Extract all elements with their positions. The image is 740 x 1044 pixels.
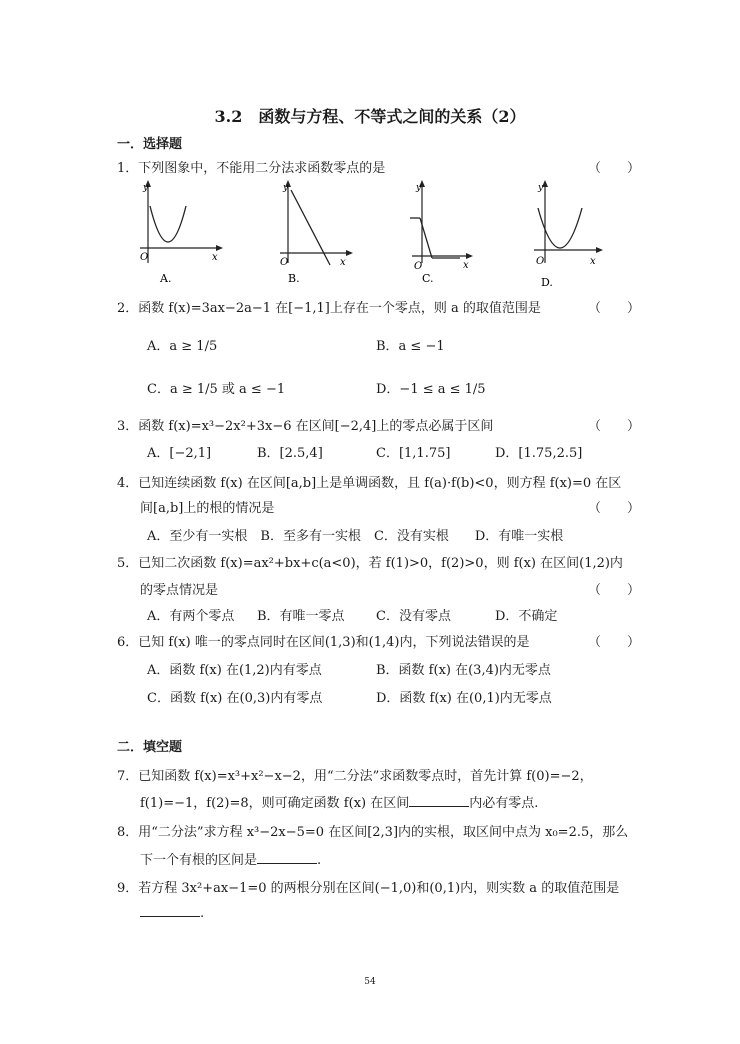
question-7-line-2-start: f(1)=−1，f(2)=8，则可确定函数 f(x) 在区间 bbox=[140, 796, 410, 811]
graph-d bbox=[534, 180, 603, 289]
question-1-text: 1．下列图象中，不能用二分法求函数零点的是 bbox=[117, 161, 386, 176]
question-6-option-d: D．函数 f(x) 在(0,1)内无零点 bbox=[376, 691, 552, 706]
question-8-line-1: 8．用“二分法”求方程 x³−2x−5=0 在区间[2,3]内的实根，取区间中点为 x₀=2.5，那么 bbox=[117, 825, 629, 840]
svg-text:x: x bbox=[212, 252, 218, 263]
section-choice-heading: 一．选择题 bbox=[117, 137, 183, 152]
question-6-text: 6．已知 f(x) 唯一的零点同时在区间(1,3)和(1,4)内，下列说法错误的是 bbox=[117, 635, 530, 650]
question-8-answer-blank[interactable] bbox=[257, 851, 317, 864]
question-8-line-2-end: . bbox=[317, 853, 322, 868]
question-6-answer-paren: （ ） bbox=[588, 635, 641, 650]
question-7-line-2-end: 内必有零点. bbox=[469, 796, 539, 811]
question-6-option-a: A．函数 f(x) 在(1,2)内有零点 bbox=[147, 663, 322, 678]
question-4-line-2: 间[a,b]上的根的情况是 bbox=[140, 501, 275, 516]
question-5-line-1: 5．已知二次函数 f(x)=ax²+bx+c(a<0)，若 f(1)>0，f(2)>0，则 f(x) 在区间(1,2)内 bbox=[117, 556, 623, 571]
svg-text:O: O bbox=[414, 261, 423, 272]
svg-text:y: y bbox=[416, 183, 422, 193]
svg-text:O: O bbox=[280, 257, 289, 268]
graph-d-label: D. bbox=[541, 276, 553, 289]
question-9-line-2 bbox=[140, 904, 204, 921]
question-9-line-2-end: . bbox=[200, 906, 205, 921]
question-5-option-b: B．有唯一零点 bbox=[257, 609, 345, 624]
question-3-answer-paren: （ ） bbox=[588, 419, 641, 434]
question-4-line-1: 4．已知连续函数 f(x) 在区间[a,b]上是单调函数，且 f(a)·f(b)<0，则方程 f(x)=0 在区 bbox=[117, 476, 622, 491]
question-1-graphs bbox=[140, 178, 620, 290]
question-9-answer-blank[interactable] bbox=[140, 904, 200, 917]
graph-b bbox=[280, 180, 353, 285]
question-3-text: 3．函数 f(x)=x³−2x²+3x−6 在区间[−2,4]上的零点必属于区间 bbox=[117, 419, 494, 434]
question-5-option-c: C．没有零点 bbox=[376, 609, 451, 624]
question-5-answer-paren: （ ） bbox=[588, 583, 641, 598]
question-9-line-1: 9．若方程 3x²+ax−1=0 的两根分别在区间(−1,0)和(0,1)内，则实数 a 的取值范围是 bbox=[117, 881, 620, 896]
question-7-line-1: 7．已知函数 f(x)=x³+x²−x−2，用“二分法”求函数零点时，首先计算 f(0)=−2， bbox=[117, 769, 593, 784]
question-1-answer-paren: （ ） bbox=[588, 161, 641, 176]
question-3-option-a: A．[−2,1] bbox=[147, 446, 212, 461]
question-6-option-b: B．函数 f(x) 在(3,4)内无零点 bbox=[376, 663, 551, 678]
question-8-line-2-start: 下一个有根的区间是 bbox=[140, 853, 258, 868]
question-6-option-c: C．函数 f(x) 在(0,3)内有零点 bbox=[147, 691, 323, 706]
svg-text:y: y bbox=[538, 183, 544, 193]
question-7-answer-blank[interactable] bbox=[409, 794, 469, 807]
question-2-option-c: C．a ≥ 1/5 或 a ≤ −1 bbox=[147, 382, 286, 397]
graph-b-label: B. bbox=[288, 272, 300, 285]
question-3-option-d: D．[1.75,2.5] bbox=[495, 446, 583, 461]
graph-c-label: C. bbox=[422, 272, 434, 285]
svg-text:x: x bbox=[590, 256, 596, 267]
question-5-line-2: 的零点情况是 bbox=[140, 583, 219, 598]
graph-a bbox=[140, 180, 223, 285]
question-2-answer-paren: （ ） bbox=[588, 301, 641, 316]
graph-c bbox=[410, 180, 473, 285]
question-2-option-a: A．a ≥ 1/5 bbox=[147, 339, 218, 354]
question-4-answer-paren: （ ） bbox=[588, 501, 641, 516]
section-fill-heading: 二．填空题 bbox=[117, 740, 183, 755]
graph-a-label: A. bbox=[160, 272, 172, 285]
svg-text:O: O bbox=[140, 252, 149, 263]
question-8-line-2 bbox=[140, 849, 321, 868]
page-title: 3.2 函数与方程、不等式之间的关系（2） bbox=[214, 107, 526, 126]
svg-text:O: O bbox=[536, 256, 545, 267]
question-7-line-2 bbox=[140, 792, 538, 811]
question-5-option-a: A．有两个零点 bbox=[147, 609, 235, 624]
question-3-option-c: C．[1,1.75] bbox=[376, 446, 451, 461]
svg-text:x: x bbox=[340, 257, 346, 268]
question-2-text: 2．函数 f(x)=3ax−2a−1 在[−1,1]上存在一个零点，则 a 的取值范围是 bbox=[117, 301, 541, 316]
question-3-option-b: B．[2.5,4] bbox=[257, 446, 323, 461]
question-2-option-b: B．a ≤ −1 bbox=[376, 339, 445, 354]
svg-text:y: y bbox=[283, 183, 289, 193]
question-2-option-d: D．−1 ≤ a ≤ 1/5 bbox=[376, 382, 486, 397]
question-4-options: A．至少有一实根 B．至多有一实根 C．没有实根 D．有唯一实根 bbox=[147, 529, 564, 544]
question-5-option-d: D．不确定 bbox=[495, 609, 558, 624]
svg-text:y: y bbox=[143, 183, 149, 193]
svg-text:x: x bbox=[463, 260, 469, 271]
page-number: 54 bbox=[364, 977, 376, 987]
